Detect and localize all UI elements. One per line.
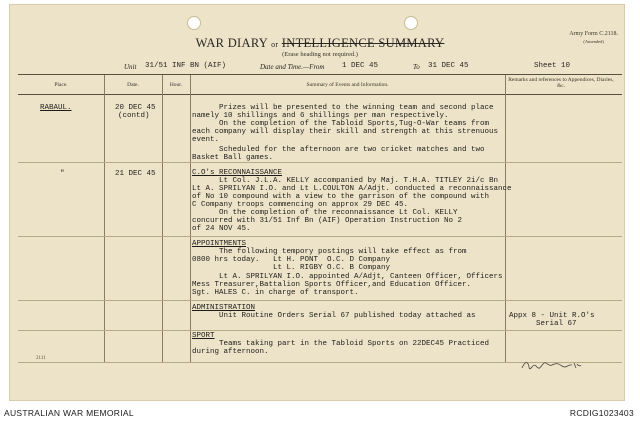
- column-place: Place.: [54, 82, 68, 88]
- row-rule: [18, 300, 622, 301]
- erase-note: (Erase heading not required.): [282, 51, 358, 58]
- column-hour: Hour.: [169, 82, 183, 88]
- summary-line: event.: [192, 136, 220, 144]
- table-top-rule: [18, 74, 622, 75]
- column-summary: Summary of Events and Information.: [306, 82, 389, 88]
- column-divider: [162, 75, 163, 363]
- title-or: or: [271, 40, 279, 49]
- army-form-number: Army Form C.2118.: [569, 31, 618, 37]
- signature: [520, 359, 582, 371]
- summary-line: Lt L. RIGBY O.C. B Company: [192, 264, 391, 272]
- to-value: 31 DEC 45: [428, 62, 469, 70]
- unit-value: 31/51 INF BN (AIF): [145, 62, 227, 70]
- summary-line: Prizes will be presented to the winning team and second place: [192, 104, 494, 112]
- page-mark: 2111: [36, 356, 46, 361]
- summary-line: Scheduled for the afternoon are two cricket matches and two: [192, 146, 485, 154]
- place-rabaul: RABAUL.: [40, 104, 72, 112]
- summary-line: concurred with 31/51 Inf Bn (AIF) Operation Instruction No 2: [192, 217, 463, 225]
- date-21-dec: 21 DEC 45: [115, 170, 156, 178]
- column-divider: [505, 75, 506, 363]
- unit-label: Unit: [124, 63, 137, 71]
- summary-line: each company will display their skill and strength at this strenuous: [192, 128, 499, 136]
- to-label: To: [413, 63, 420, 71]
- row-rule: [18, 330, 622, 331]
- date-20-dec: 20 DEC 45: [115, 104, 156, 112]
- column-remarks: Remarks and references to Appendices, Diaries, &c.: [508, 77, 614, 89]
- remark-appendix: Appx 8 - Unit R.O's: [509, 312, 595, 320]
- summary-line: Lt A. SPRILYAN I.O. and Lt L.COULTON A/Adjt. conducted a reconnaissance: [192, 185, 512, 193]
- summary-line: Lt A. SPRILYAN I.O. appointed A/Adjt, Canteen Officer, Officers: [192, 273, 503, 281]
- summary-line: Mess Treasurer,Battalion Sports Officer,and Education Officer.: [192, 281, 472, 289]
- summary-line: during afternoon.: [192, 348, 269, 356]
- summary-line: namely 10 shillings and 6 shillings per man respectively.: [192, 112, 449, 120]
- summary-line: of No 10 compound with a view to the garrison of the compound with: [192, 193, 490, 201]
- row-rule: [18, 162, 622, 163]
- document-title: [0, 36, 640, 51]
- from-value: 1 DEC 45: [342, 62, 379, 70]
- place-ditto: ": [60, 170, 65, 178]
- column-date: Date.: [127, 82, 139, 88]
- summary-line: C Company troops commencing on approx 29 DEC 45.: [192, 201, 409, 209]
- date-contd: (contd): [118, 112, 150, 120]
- column-divider: [104, 75, 105, 363]
- army-form-amended: (Amended): [583, 39, 604, 44]
- heading-reconnaissance: C.O's RECONNAISSANCE: [192, 169, 283, 177]
- punch-hole: [187, 16, 201, 30]
- footer-record-id: RCDIG1023403: [569, 408, 634, 418]
- summary-line: Basket Ball games.: [192, 154, 274, 162]
- summary-line: Sgt. HALES C. in charge of transport.: [192, 289, 359, 297]
- datetime-label: Date and Time.—From: [260, 63, 325, 71]
- heading-sport: SPORT: [192, 332, 215, 340]
- row-rule: [18, 236, 622, 237]
- summary-line: On the completion of the reconnaissance Lt Col. KELLY: [192, 209, 458, 217]
- footer-institution: AUSTRALIAN WAR MEMORIAL: [4, 408, 134, 418]
- summary-line: of 24 NOV 45.: [192, 225, 251, 233]
- heading-appointments: APPOINTMENTS: [192, 240, 247, 248]
- header-info-row: [0, 62, 640, 74]
- title-intelligence-summary: INTELLIGENCE SUMMARY: [281, 36, 445, 50]
- summary-line: The following tempory postings will take effect as from: [192, 248, 467, 256]
- title-war-diary: WAR DIARY: [195, 36, 268, 50]
- remark-serial: Serial 67: [536, 320, 577, 328]
- summary-line: Unit Routine Orders Serial 67 published today attached as: [192, 312, 476, 320]
- summary-line: 0800 hrs today. Lt H. PONT O.C. D Company: [192, 256, 391, 264]
- summary-line: On the completion of the Tabloid Sports,Tug-O-War teams from: [192, 120, 490, 128]
- punch-hole: [404, 16, 418, 30]
- army-form: [569, 31, 618, 45]
- header-bottom-rule: [18, 94, 622, 95]
- column-divider: [190, 75, 191, 363]
- heading-administration: ADMINISTRATION: [192, 304, 256, 312]
- summary-line: Lt Col. J.L.A. KELLY accompanied by Maj. T.H.A. TITLEY 2i/c Bn: [192, 177, 499, 185]
- summary-line: Teams taking part in the Tabloid Sports on 22DEC45 Practiced: [192, 340, 490, 348]
- sheet-number: Sheet 10: [534, 62, 571, 70]
